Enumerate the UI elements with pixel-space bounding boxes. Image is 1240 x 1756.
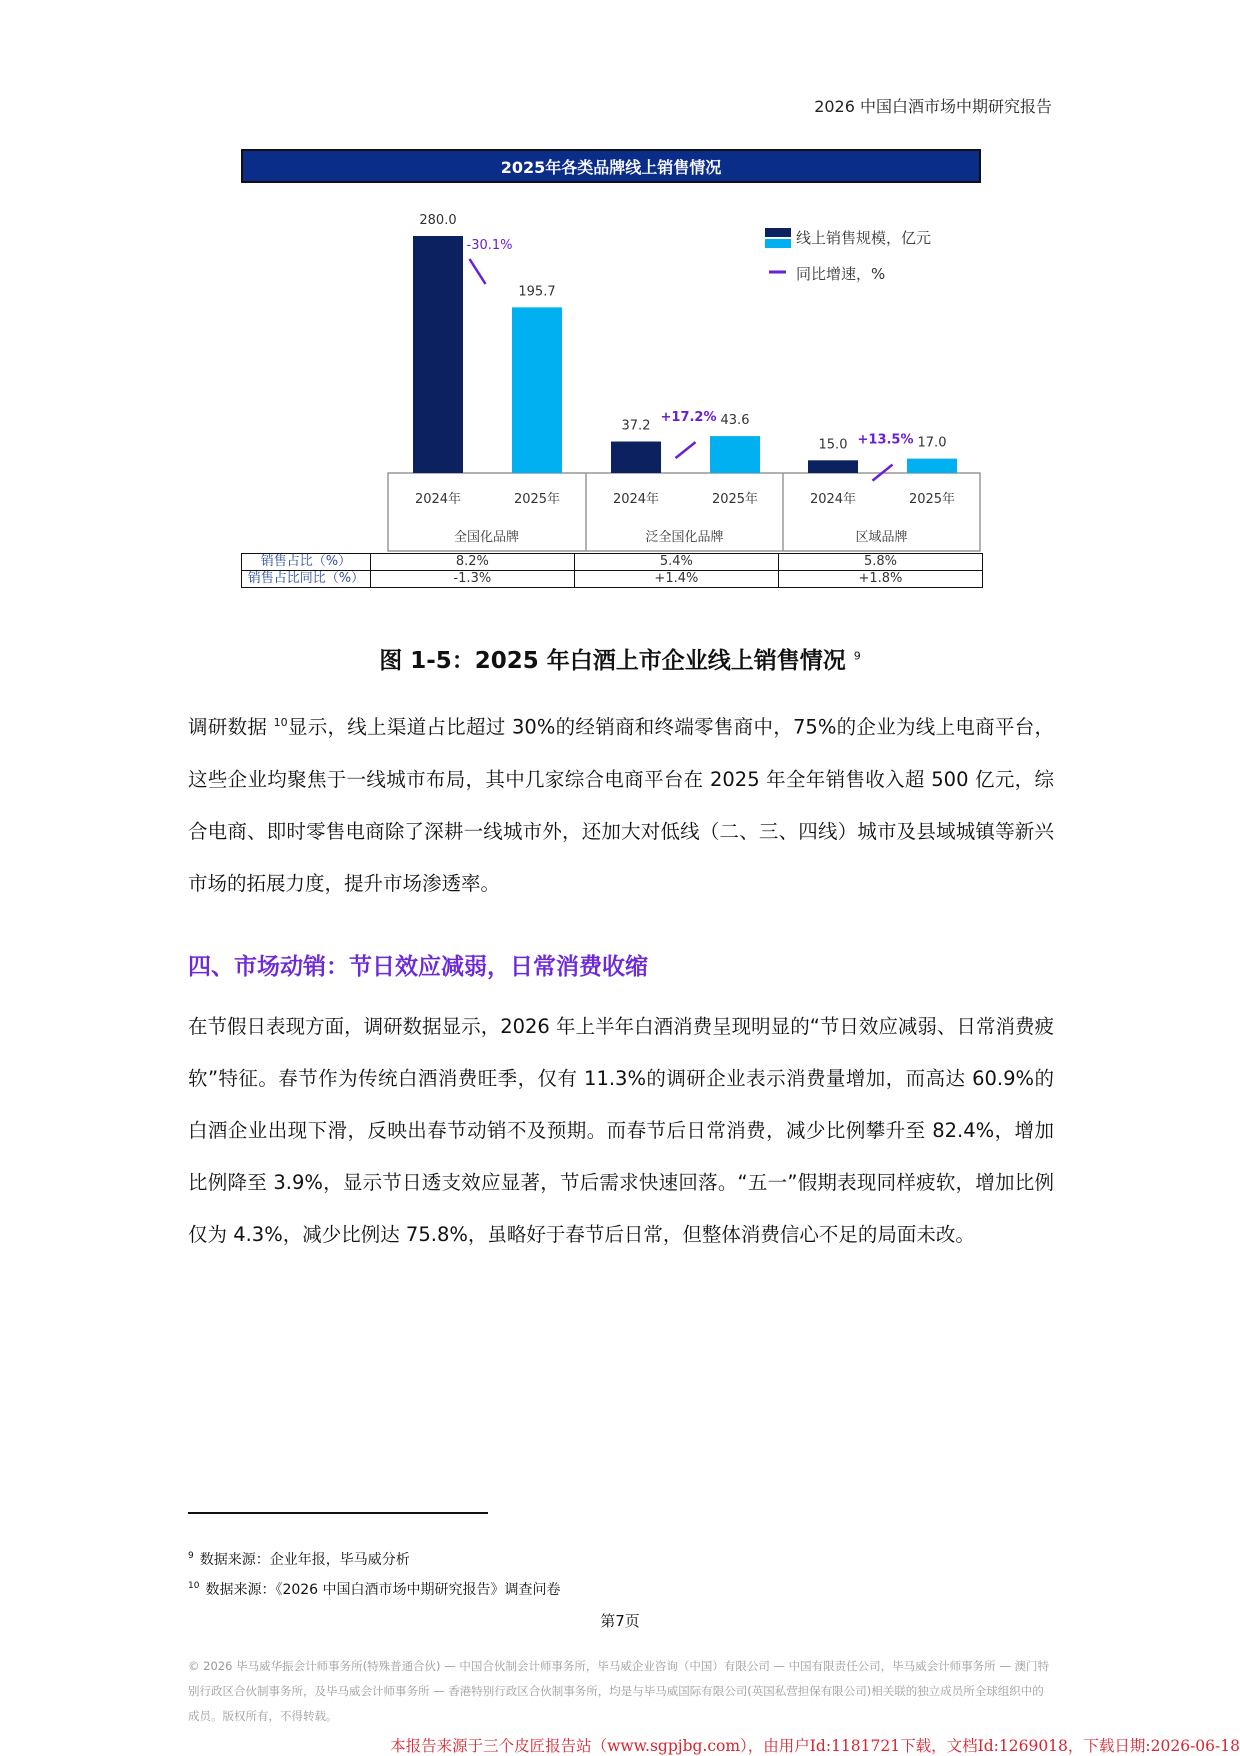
category-label: 全国化品牌 (453, 530, 520, 545)
report-header-title: 2026 中国白酒市场中期研究报告 (814, 97, 1052, 116)
growth-label: -30.1% (466, 238, 513, 253)
tick-label: 2024年 (414, 492, 462, 507)
legend-swatch-2025 (765, 239, 791, 248)
legend-line-label: 同比增速，% (796, 265, 886, 283)
data-label: 195.7 (518, 284, 556, 300)
bar (907, 459, 957, 473)
table-row (242, 571, 983, 588)
tick-label: 2024年 (809, 492, 857, 507)
table-row-label: 销售占比同比（%） (242, 571, 371, 588)
bar (512, 307, 562, 473)
table-cell: 8.2% (370, 554, 574, 571)
paragraph-holiday-sales: 在节假日表现方面，调研数据显示，2026 年上半年白酒消费呈现明显的“节日效应减弱、日常消费疲软”特征。春节作为传统白酒消费旺季，仅有 11.3%的调研企业表示消费量增加，而高达 60.9%的白酒企业出现下滑，反映出春节动销不及预期。而春节后日常消费，减少比例攀升至 82.4%，增加比例降至 3.9%，显示节日透支效应显著，节后需求快速回落。“五一”假期表现同样疲软，增加比例仅为 4.3%，减少比例达 75.8%，虽略好于春节后日常，但整体消费信心不足的局面未改。 (188, 1015, 1054, 1246)
footnote-divider (188, 1512, 488, 1514)
table-cell: -1.3% (370, 571, 574, 588)
data-label: 17.0 (917, 435, 947, 451)
growth-label: +17.2% (660, 410, 717, 426)
category-label: 泛全国化品牌 (645, 530, 724, 545)
data-label: 15.0 (818, 437, 848, 453)
table-cell: +1.4% (574, 571, 778, 588)
paragraph-body: 显示，线上渠道占比超过 30%的经销商和终端零售商中，75%的企业为线上电商平台，这些企业均聚焦于一线城市布局，其中几家综合电商平台在 2025 年全年销售收入超 500 亿元，综合电商、即时零售电商除了深耕一线城市外，还加大对低线（二、三、四线）城市及县域城镇等新兴市场的拓展力度，提升市场渗透率。 (188, 715, 1054, 895)
footnote-text: 数据来源：《2026 中国白酒市场中期研究报告》调查问卷 (205, 1582, 561, 1598)
table-cell: 5.8% (778, 554, 982, 571)
download-watermark-note: 本报告来源于三个皮匠报告站（www.sgpjbg.com），由用户Id:1181721下载，文档Id:1269018，下载日期:2026-06-18 (390, 1737, 1240, 1755)
footnote-ref: 9 (853, 649, 861, 663)
footnote (188, 1579, 561, 1599)
paragraph-online-channels (188, 697, 1054, 910)
footnote-text: 数据来源：企业年报，毕马威分析 (199, 1552, 410, 1568)
bar (611, 442, 661, 473)
figure-caption (0, 642, 1240, 675)
paragraph-lead: 调研数据 (188, 715, 268, 739)
footnote-number: 9 (188, 1551, 194, 1562)
growth-line (676, 442, 696, 458)
section-heading: 四、市场动销：节日效应减弱，日常消费收缩 (188, 954, 648, 980)
chart-data-table (241, 553, 983, 588)
table-row-label: 销售占比（%） (242, 554, 371, 571)
footnote-ref: 10 (273, 716, 288, 729)
growth-label: +13.5% (857, 432, 914, 448)
bar (413, 236, 463, 473)
growth-line (470, 259, 486, 284)
legal-notice: © 2026 毕马威华振会计师事务所(特殊普通合伙) — 中国合伙制会计师事务所，毕马威企业咨询（中国）有限公司 — 中国有限责任公司，毕马威会计师事务所 — 澳门特别行政区合伙制事务所，及毕马威会计师事务所 — 香港特别行政区合伙制事务所，均是与毕马威国际有限公司(英国私营担保有限公司)相关联的独立成员所全球组织中的成员。版权所有，不得转载。 (188, 1659, 1049, 1723)
bar-chart (0, 0, 1240, 560)
data-label: 43.6 (720, 413, 750, 429)
category-label: 区域品牌 (855, 530, 908, 545)
tick-label: 2025年 (513, 492, 561, 507)
bar (808, 460, 858, 473)
data-label: 280.0 (419, 213, 457, 228)
table-cell: +1.8% (778, 571, 982, 588)
data-label: 37.2 (621, 418, 651, 434)
tick-label: 2025年 (711, 492, 759, 507)
legend-bar-label: 线上销售规模，亿元 (796, 229, 932, 247)
footnote-number: 10 (188, 1581, 200, 1592)
figure-caption-text: 图 1-5：2025 年白酒上市企业线上销售情况 (379, 648, 846, 674)
page-number: 第7页 (600, 1612, 640, 1630)
tick-label: 2024年 (612, 492, 660, 507)
bar (710, 436, 760, 473)
table-cell: 5.4% (574, 554, 778, 571)
footnote (188, 1549, 410, 1569)
chart-title: 2025年各类品牌线上销售情况 (241, 149, 981, 183)
tick-label: 2025年 (908, 492, 956, 507)
table-row (242, 554, 983, 571)
legend-swatch-2024 (765, 228, 791, 237)
